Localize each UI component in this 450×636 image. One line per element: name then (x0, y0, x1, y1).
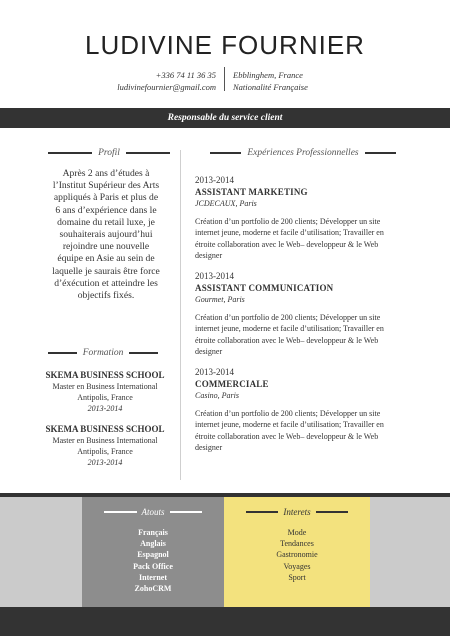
heading-rule (126, 152, 170, 154)
list-item: Mode (287, 528, 307, 537)
heading-rule (316, 511, 348, 513)
list-item: Pack Office (133, 561, 173, 571)
candidate-name: LUDIVINE FOURNIER (85, 30, 365, 60)
place: Antipolis, France (77, 447, 133, 456)
school-name: SKEMA BUSINESS SCHOOL (45, 370, 165, 380)
heading-rule (170, 511, 203, 513)
atouts-heading-label: Atouts (141, 507, 165, 517)
list-item: Tendances (280, 539, 314, 549)
experience-heading-label: Expériences Professionnelles (247, 148, 359, 158)
degree: Master en Business International (52, 436, 158, 445)
profile-text: Après 2 ans d’études à l’Institut Supérieur des Arts appliqués à Paris et plus de 6 ans d’expérience dans le domaine du retail luxe, je souhaiterais aujourd’hui rejoindre une nouvelle équipe en Asie au sein de laquelle je saurais être force d’éxécution et atteindre les objectifs fixés. (52, 168, 160, 302)
contact-right (233, 69, 363, 93)
list-item: Anglais (140, 539, 166, 549)
contact-divider (224, 67, 225, 91)
heading-rule (246, 511, 278, 513)
atouts-heading (82, 507, 224, 517)
dates: 2013-2014 (87, 404, 123, 413)
education-item (40, 424, 170, 468)
list-item: Sport (288, 572, 306, 582)
footer-band (0, 607, 450, 636)
job-dates: 2013-2014 (195, 367, 234, 377)
contact-left (100, 69, 216, 93)
profile-heading (48, 148, 170, 158)
list-item: ZohoCRM (134, 584, 172, 594)
education-item (40, 370, 170, 414)
experience-item (195, 175, 405, 262)
location: Ebblinghem, France (233, 70, 303, 80)
phone: +336 74 11 36 35 (155, 70, 216, 80)
list-item: Espagnol (137, 550, 169, 560)
experience-item (195, 367, 405, 454)
school-name: SKEMA BUSINESS SCHOOL (45, 424, 165, 434)
job-title: ASSISTANT COMMUNICATION (195, 282, 334, 293)
degree: Master en Business International (52, 382, 158, 391)
list-item: Gastronomie (276, 550, 318, 560)
left-gray-block (0, 497, 82, 612)
experience-heading (210, 148, 396, 158)
list-item: Voyages (283, 561, 311, 571)
education-heading (48, 348, 158, 358)
heading-rule (365, 152, 396, 154)
job-title: COMMERCIALE (195, 378, 269, 389)
place: Antipolis, France (77, 393, 133, 402)
atouts-block (82, 497, 224, 612)
heading-rule (129, 352, 158, 354)
education-heading-label: Formation (82, 348, 124, 358)
dates: 2013-2014 (87, 458, 123, 467)
job-description: Création d’un portfolio de 200 clients; Développer un site internet jeune, moderne et facile d’utilisation; Travailler en étroite collaboration avec le Web– developpeur & le Web designer (195, 312, 384, 356)
heading-rule (48, 352, 77, 354)
heading-rule (104, 511, 137, 513)
heading-rule (210, 152, 241, 154)
right-gray-block (370, 497, 450, 612)
interets-heading-label: Interets (283, 507, 311, 517)
list-item: Français (138, 528, 168, 537)
email: ludivinefournier@gmail.com (117, 82, 216, 92)
list-item: Internet (139, 572, 167, 582)
job-company: JCDECAUX, Paris (195, 199, 257, 208)
heading-rule (48, 152, 92, 154)
interets-heading (224, 507, 370, 517)
job-company: Gourmet, Paris (195, 295, 245, 304)
bottom-band (0, 497, 450, 612)
interets-block (224, 497, 370, 612)
column-divider (180, 150, 181, 480)
interets-list (224, 527, 370, 583)
nationality: Nationalité Française (233, 82, 308, 92)
job-description: Création d’un portfolio de 200 clients; Développer un site internet jeune, moderne et facile d’utilisation; Travailler en étroite collaboration avec le Web– developpeur & le Web designer (195, 408, 384, 452)
job-dates: 2013-2014 (195, 175, 234, 185)
job-company: Casino, Paris (195, 391, 240, 400)
experience-item (195, 271, 405, 358)
atouts-list (82, 527, 224, 594)
job-description: Création d’un portfolio de 200 clients; Développer un site internet jeune, moderne et facile d’utilisation; Travailler en étroite collaboration avec le Web– developpeur & le Web designer (195, 216, 384, 260)
profile-heading-label: Profil (98, 148, 120, 158)
job-title-band: Responsable du service client (0, 108, 450, 128)
job-dates: 2013-2014 (195, 271, 234, 281)
job-title: ASSISTANT MARKETING (195, 186, 308, 197)
